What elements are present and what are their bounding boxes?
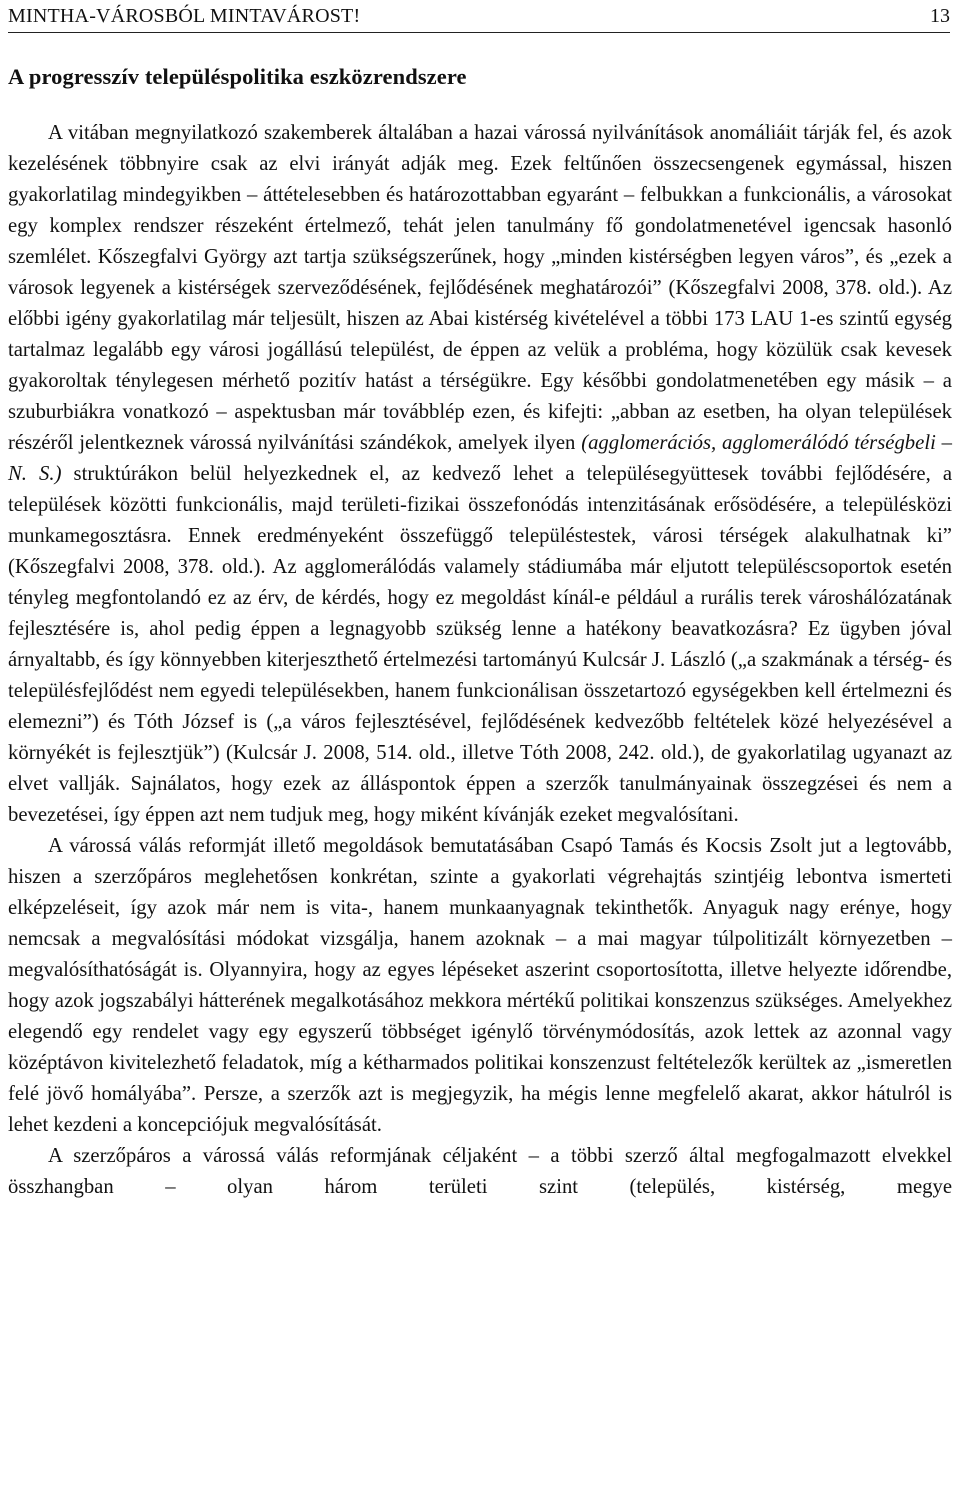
running-header bbox=[8, 2, 950, 33]
page-number: 13 bbox=[930, 5, 950, 27]
section-title: A progresszív településpolitika eszközrendszere bbox=[8, 64, 467, 89]
text-segment: A várossá válás reformját illető megoldások bemutatásában Csapó Tamás és Kocsis Zsolt jut a legtovább, hiszen a szerzőpáros meglehetősen konkrétan, szinte a gyakorlati végrehajtás szintjéig lebontva ismerteti elképzeléseit, így azok már nem is vita-, hanem munkaanyagnak tekinthetők. Anyaguk nagy erénye, hogy nemcsak a megvalósítási módokat vizsgálja, hanem azoknak – a mai magyar túlpolitizált környezetben – megvalósíthatóságát is. Olyannyira, hogy az egyes lépéseket aszerint csoportosította, illetve helyezte időrendbe, hogy azok jogszabályi hátterének megalkotásához mekkora mértékű politikai konszenzus szükséges. Amelyekhez elegendő egy rendelet vagy egy egyszerű többséget igénylő törvénymódosítás, azok lettek az azonnal vagy középtávon kivitelezhető feladatok, míg a kétharmados politikai konszenzust feltételezők kerültek az „ismeretlen felé jövő homályába”. Persze, a szerzők azt is megjegyzik, ha mégis lenne megfelelő akarat, akkor hátulról is lehet kezdeni a koncepciójuk megvalósítását. bbox=[8, 835, 952, 1136]
italic-segment: (agglomerációs, agglomerálódó térségbeli – N. S.) bbox=[8, 432, 952, 485]
text-segment: struktúrákon belül helyezkednek el, az kedvező lehet a településegyüttesek további fejlődésére, a települések közötti funkcionális, majd területi-fizikai összefonódás intenzitásának erősödésére, a településközi munkamegosztásra. Ennek eredményeként összefüggő településtestek, városi térségek alakulhatnak ki” (Kőszegfalvi 2008, 378. old.). Az agglomerálódás valamely stádiumába már eljutott településcsoportok esetén tényleg megfontolandó ez az érv, de kérdés, hogy ez megoldást kínál-e például a rurális terek városhálózatának fejlesztésére is, ahol pedig éppen a legnagyobb szükség lenne a hatékony beavatkozásra? Ez ügyben jóval árnyaltabb, és így könnyebben kiterjeszthető értelmezési tartományú Kulcsár J. László („a szakmának a térség- és településfejlődést nem egyedi településekben, hanem funkcionálisan összetartozó egységekben kell értelmezni és elemezni”) és Tóth József is („a város fejlesztésével, fejlődésének kedvezőbb feltételek közé helyezésével a környékét is fejlesztjük”) (Kulcsár J. 2008, 514. old., illetve Tóth 2008, 242. old.), de gyakorlatilag ugyanazt az elvet vallják. Sajnálatos, hogy ezek az álláspontok éppen a szerzők tanulmányainak összegzései és nem a bevezetései, így éppen azt nem tudjuk meg, hogy miként kívánják ezeket megvalósítani. bbox=[8, 463, 953, 826]
paragraph bbox=[8, 118, 952, 831]
running-title: MINTHA-VÁROSBÓL MINTAVÁROST! bbox=[8, 5, 361, 27]
body-text bbox=[8, 118, 952, 1203]
text-segment: A szerzőpáros a várossá válás reformjának céljaként – a többi szerző által megfogalmazott elvekkel összhangban – olyan három területi szint (település, kistérség, megye bbox=[8, 1145, 952, 1198]
paragraph bbox=[8, 1141, 952, 1203]
paragraph bbox=[8, 831, 952, 1141]
text-segment: A vitában megnyilatkozó szakemberek általában a hazai várossá nyilvánítások anomáliáit tárják fel, és azok kezelésének többnyire csak az elvi irányát adják meg. Ezek feltűnően összecsengenek egymással, hiszen gyakorlatilag mindegyikben – áttételesebben és határozottabban egyaránt – felbukkan a funkcionális, a városokat egy komplex rendszer részeként értelmező, tehát jelen tanulmány fő gondolatmenetével igencsak hasonló szemlélet. Kőszegfalvi György azt tartja szükségszerűnek, hogy „minden kistérségben legyen város”, és „ezek a városok legyenek a kistérségek szerveződésének, fejlődésének meghatározói” (Kőszegfalvi 2008, 378. old.). Az előbbi igény gyakorlatilag már teljesült, hiszen az Abai kistérség kivételével a többi 173 LAU 1-es szintű egység tartalmaz legalább egy városi jogállású települést, de éppen az velük a probléma, hogy közülük csak kevesek gyakoroltak ténylegesen mérhető pozitív hatást a térségükre. Egy későbbi gondolatmenetében egy másik – a szuburbiákra vonatkozó – aspektusban már továbblép ezen, és kifejti: „abban az esetben, ha olyan települések részéről jelentkeznek várossá nyilvánítási szándékok, amelyek ilyen bbox=[8, 122, 952, 454]
